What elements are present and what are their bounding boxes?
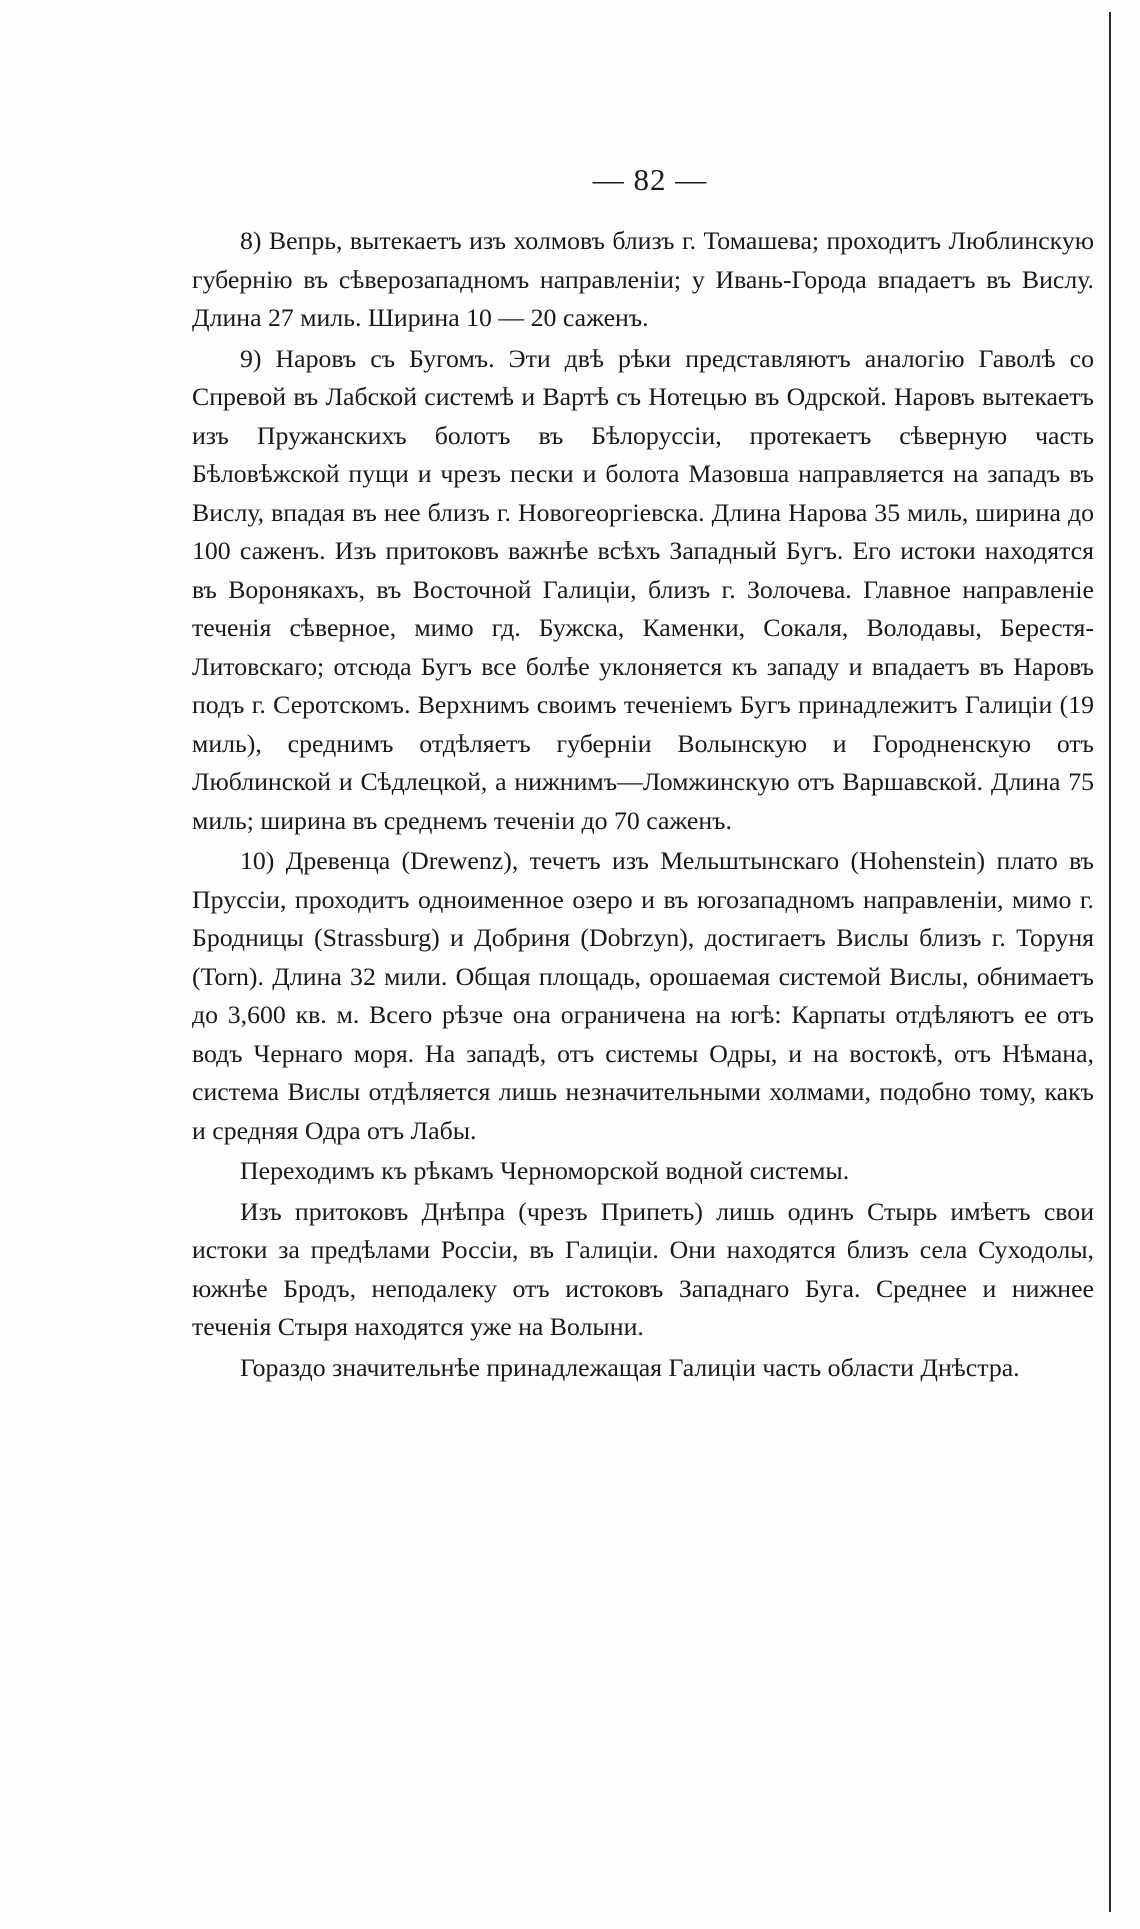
paragraph-dniester: Гораздо значительнѣе принадлежащая Галиціи часть области Днѣстра. <box>240 1352 1020 1382</box>
paragraph-drweca: 10) Древенца (Drewenz), течетъ изъ Мельштынскаго (Hohenstein) плато въ Пруссіи, проходитъ одноименное озеро и въ югозападномъ направленіи, мимо г. Бродницы (Strassburg) и Добриня (Dobrzyn), достигаетъ Вислы близъ г. Торуня (Torn). Длина 32 мили. Общая площадь, орошаемая системой Вислы, обнимаетъ до 3,600 кв. м. Всего рѣзче она ограничена на югѣ: Карпаты отдѣляютъ ее отъ водъ Чернаго моря. На западѣ, отъ системы Одры, и на востокѣ, отъ Нѣмана, система Вислы отдѣляется лишь незначительными холмами, подобно тому, какъ и средняя Одра отъ Лабы. <box>192 846 1094 1145</box>
page-edge-rule <box>1109 12 1111 1912</box>
paragraph-styr: Изъ притоковъ Днѣпра (чрезъ Припеть) лишь одинъ Стырь имѣетъ свои истоки за предѣлами Россіи, въ Галиціи. Они находятся близъ села Суходолы, южнѣе Бродъ, неподалеку отъ истоковъ Западнаго Буга. Среднее и нижнее теченія Стыря находятся уже на Волыни. <box>192 1196 1094 1341</box>
paragraph-narew-bug: 9) Наровъ съ Бугомъ. Эти двѣ рѣки представляютъ аналогію Гаволѣ со Спревой въ Лабской системѣ и Вартѣ съ Нотецью въ Одрской. Наровъ вытекаетъ изъ Пружанскихъ болотъ въ Бѣлоруссіи, протекаетъ сѣверную часть Бѣловѣжской пущи и чрезъ пески и болота Мазовша направляется на западъ въ Вислу, впадая въ нее близъ г. Новогеоргіевска. Длина Нарова 35 миль, ширина до 100 саженъ. Изъ притоковъ важнѣе всѣхъ Западный Бугъ. Его истоки находятся въ Воронякахъ, въ Восточной Галиціи, близъ г. Золочева. Главное направленіе теченія сѣверное, мимо гд. Бужска, Каменки, Сокаля, Володавы, Берестя-Литовскаго; отсюда Бугъ все болѣе уклоняется къ западу и впадаетъ въ Наровъ подъ г. Серотскомъ. Верхнимъ своимъ теченіемъ Бугъ принадлежитъ Галиціи (19 миль), среднимъ отдѣляетъ губерніи Волынскую и Городненскую отъ Люблинской и Сѣдлецкой, а нижнимъ—Ломжинскую отъ Варшавской. Длина 75 миль; ширина въ среднемъ теченіи до 70 саженъ. <box>192 343 1094 835</box>
paragraph-black-sea-system: Переходимъ къ рѣкамъ Черноморской водной системы. <box>240 1156 850 1185</box>
body-text <box>192 222 1094 1387</box>
page-number: — 82 — <box>592 162 708 197</box>
paragraph-wieprz: 8) Вепрь, вытекаетъ изъ холмовъ близъ г. Томашева; проходитъ Люблинскую губернію въ сѣверозападномъ направленіи; у Ивань-Города впадаетъ въ Вислу. Длина 27 миль. Ширина 10 — 20 саженъ. <box>192 226 1094 332</box>
